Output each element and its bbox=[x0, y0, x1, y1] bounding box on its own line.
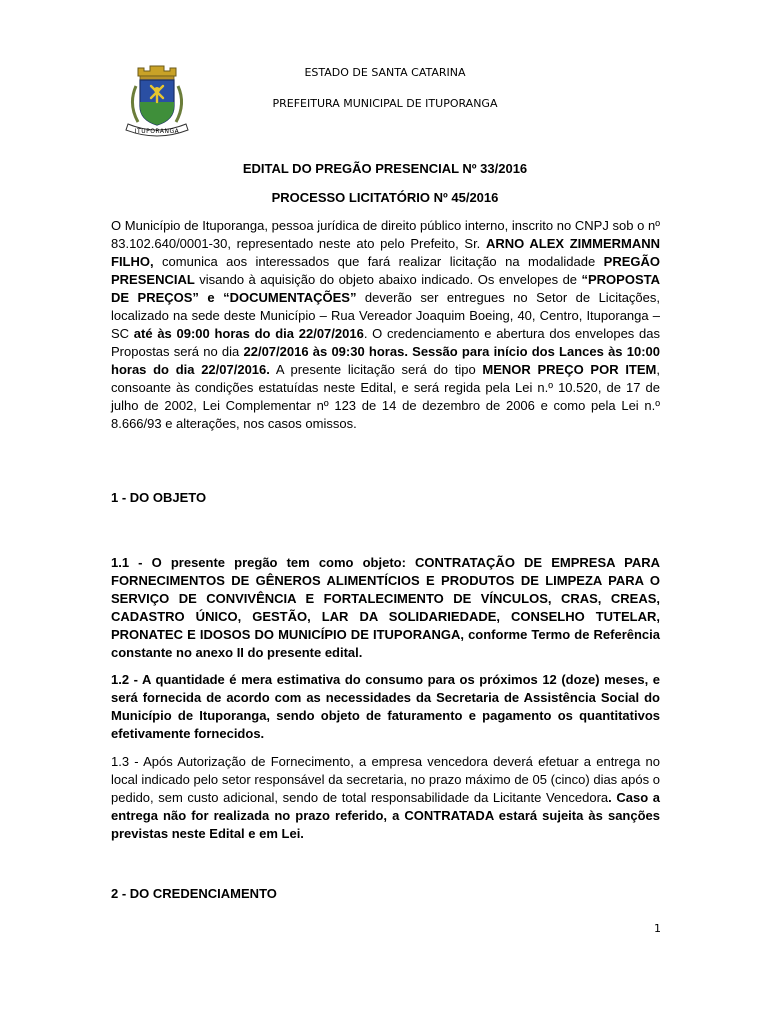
item-1-1: 1.1 - O presente pregão tem como objeto: CONTRATAÇÃO DE EMPRESA PARA FORNECIMENTOS DE GÊNEROS ALIMENTÍCIOS E PRODUTOS DE LIMPEZA PARA O SERVIÇO DE CONVIVÊNCIA E FORTALECIMENTO DE VÍNCULOS, CRAS, CREAS, CADASTRO ÚNICO, GESTÃO, LAR DA SOLIDARIEDADE, CONSELHO TUTELAR, PRONATEC E IDOSOS DO MUNICÍPIO DE ITUPORANGA, conforme Termo de Referência constante no anexo II do presente edital. bbox=[111, 555, 660, 660]
page-number: 1 bbox=[654, 922, 661, 935]
crest-caption: ITUPORANGA bbox=[134, 128, 180, 135]
section-2-heading: 2 - DO CREDENCIAMENTO bbox=[111, 886, 277, 901]
processo-title: PROCESSO LICITATÓRIO Nº 45/2016 bbox=[271, 190, 499, 205]
municipality-header: PREFEITURA MUNICIPAL DE ITUPORANGA bbox=[272, 97, 498, 110]
item-1-2: 1.2 - A quantidade é mera estimativa do consumo para os próximos 12 (doze) meses, e será fornecida de acordo com as necessidades da Secretaria de Assistência Social do Município de Ituporanga, sendo objeto de faturamento e pagamento os quantitativos efetivamente fornecidos. bbox=[111, 672, 660, 741]
state-header: ESTADO DE SANTA CATARINA bbox=[304, 66, 466, 79]
intro-paragraph: O Município de Ituporanga, pessoa jurídica de direito público interno, inscrito no CNPJ sob o nº 83.102.640/0001-30, representado neste ato pelo Prefeito, Sr. ARNO ALEX ZIMMERMANN FILHO, comunica aos interessados que fará realizar licitação na modalidade PREGÃO PRESENCIAL visando à aquisição do objeto abaixo indicado. Os envelopes de “PROPOSTA DE PREÇOS” e “DOCUMENTAÇÕES” deverão ser entregues no Setor de Licitações, localizado na sede deste Município – Rua Vereador Joaquim Boeing, 40, Centro, Ituporanga – SC até às 09:00 horas do dia 22/07/2016. O credenciamento e abertura dos envelopes das Propostas será no dia 22/07/2016 às 09:30 horas. Sessão para início dos Lances às 10:00 horas do dia 22/07/2016. A presente licitação será do tipo MENOR PREÇO POR ITEM, consoante às condições estatuídas neste Edital, e será regida pela Lei n.º 10.520, de 17 de julho de 2002, Lei Complementar nº 123 de 14 de dezembro de 2006 e como pela Lei n.º 8.666/93 e alterações, nos casos omissos. bbox=[111, 218, 661, 431]
edital-title: EDITAL DO PREGÃO PRESENCIAL Nº 33/2016 bbox=[242, 161, 528, 176]
section-1-heading: 1 - DO OBJETO bbox=[111, 490, 207, 505]
item-1-3: 1.3 - Após Autorização de Fornecimento, a empresa vencedora deverá efetuar a entrega no local indicado pelo setor responsável da secretaria, no prazo máximo de 05 (cinco) dias após o pedido, sem custo adicional, sendo de total responsabilidade da Licitante Vencedora. Caso a entrega não for realizada no prazo referido, a CONTRATADA estará sujeita às sanções previstas neste Edital e em Lei. bbox=[111, 754, 660, 841]
